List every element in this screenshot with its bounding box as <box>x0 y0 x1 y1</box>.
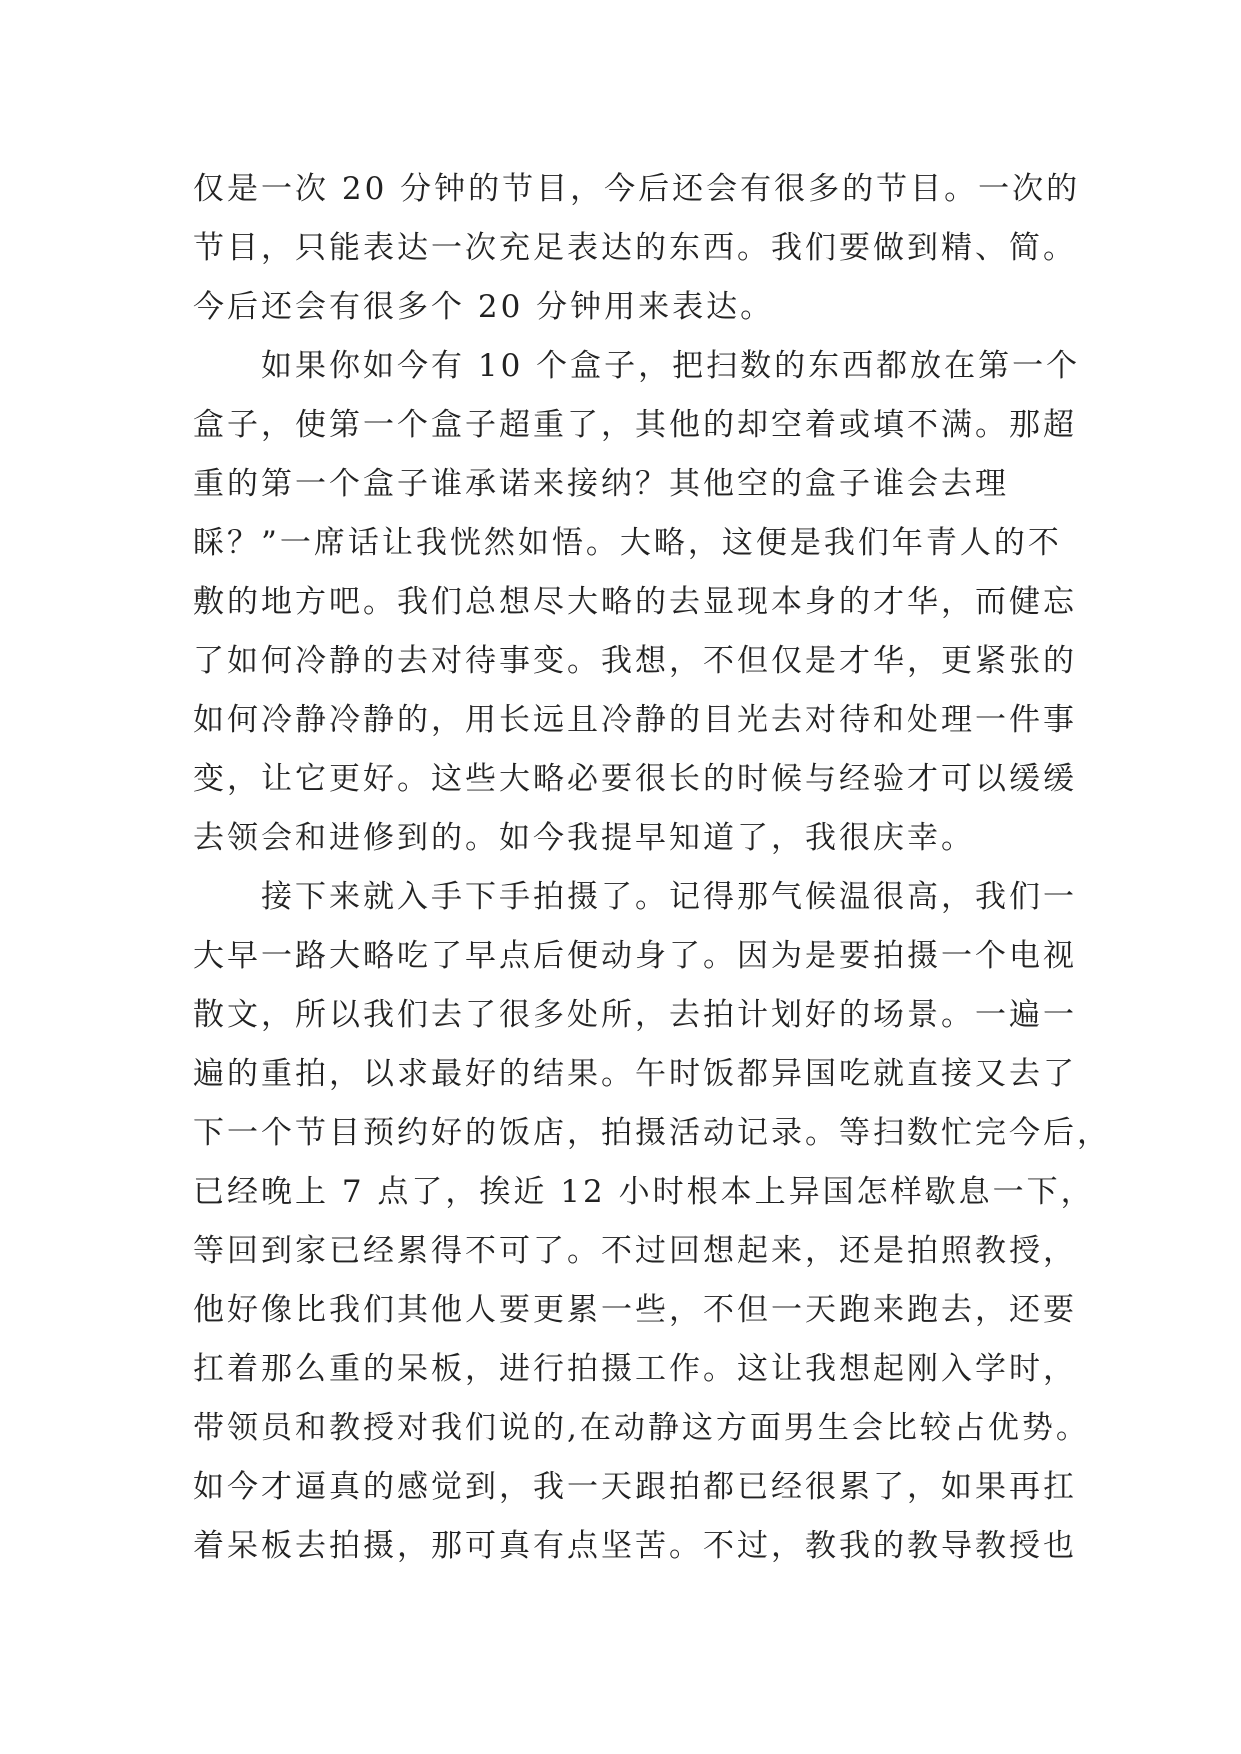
text-line: 如今才逼真的感觉到，我一天跟拍都已经很累了，如果再扛 <box>193 1469 1077 1505</box>
text-line: 仅是一次 20 分钟的节目，今后还会有很多的节目。一次的 <box>193 171 1081 207</box>
text-line: 等回到家已经累得不可了。不过回想起来，还是拍照教授， <box>193 1233 1077 1269</box>
text-line: 如何冷静冷静的，用长远且冷静的目光去对待和处理一件事 <box>193 702 1077 738</box>
body-text <box>193 160 1111 1576</box>
text-line: 如果你如今有 10 个盒子，把扫数的东西都放在第一个 <box>193 348 1081 384</box>
text-line: 着呆板去拍摄，那可真有点坚苦。不过，教我的教导教授也 <box>193 1528 1077 1564</box>
text-line: 睬？”一席话让我恍然如悟。大略，这便是我们年青人的不 <box>193 525 1062 561</box>
text-line: 下一个节目预约好的饭店，拍摄活动记录。等扫数忙完今后， <box>193 1115 1111 1151</box>
text-line: 遍的重拍，以求最好的结果。午时饭都异国吃就直接又去了 <box>193 1056 1077 1092</box>
text-line: 节目，只能表达一次充足表达的东西。我们要做到精、简。 <box>193 230 1077 266</box>
text-line: 去领会和进修到的。如今我提早知道了，我很庆幸。 <box>193 820 975 856</box>
text-line: 扛着那么重的呆板，进行拍摄工作。这让我想起刚入学时， <box>193 1351 1077 1387</box>
text-line: 大早一路大略吃了早点后便动身了。因为是要拍摄一个电视 <box>193 938 1077 974</box>
text-line: 了如何冷静的去对待事变。我想，不但仅是才华，更紧张的 <box>193 643 1077 679</box>
text-line: 盒子，使第一个盒子超重了，其他的却空着或填不满。那超 <box>193 407 1077 443</box>
text-line: 散文，所以我们去了很多处所，去拍计划好的场景。一遍一 <box>193 997 1077 1033</box>
text-line: 敷的地方吧。我们总想尽大略的去显现本身的才华，而健忘 <box>193 584 1077 620</box>
text-line: 今后还会有很多个 20 分钟用来表达。 <box>193 289 775 325</box>
text-line: 重的第一个盒子谁承诺来接纳？其他空的盒子谁会去理 <box>193 466 1009 502</box>
text-line: 接下来就入手下手拍摄了。记得那气候温很高，我们一 <box>193 879 1077 915</box>
text-line: 他好像比我们其他人要更累一些，不但一天跑来跑去，还要 <box>193 1292 1077 1328</box>
text-line: 变，让它更好。这些大略必要很长的时候与经验才可以缓缓 <box>193 761 1077 797</box>
text-line: 已经晚上 7 点了，挨近 12 小时根本上异国怎样歇息一下， <box>193 1174 1095 1210</box>
text-line: 带领员和教授对我们说的,在动静这方面男生会比较占优势。 <box>193 1410 1090 1446</box>
